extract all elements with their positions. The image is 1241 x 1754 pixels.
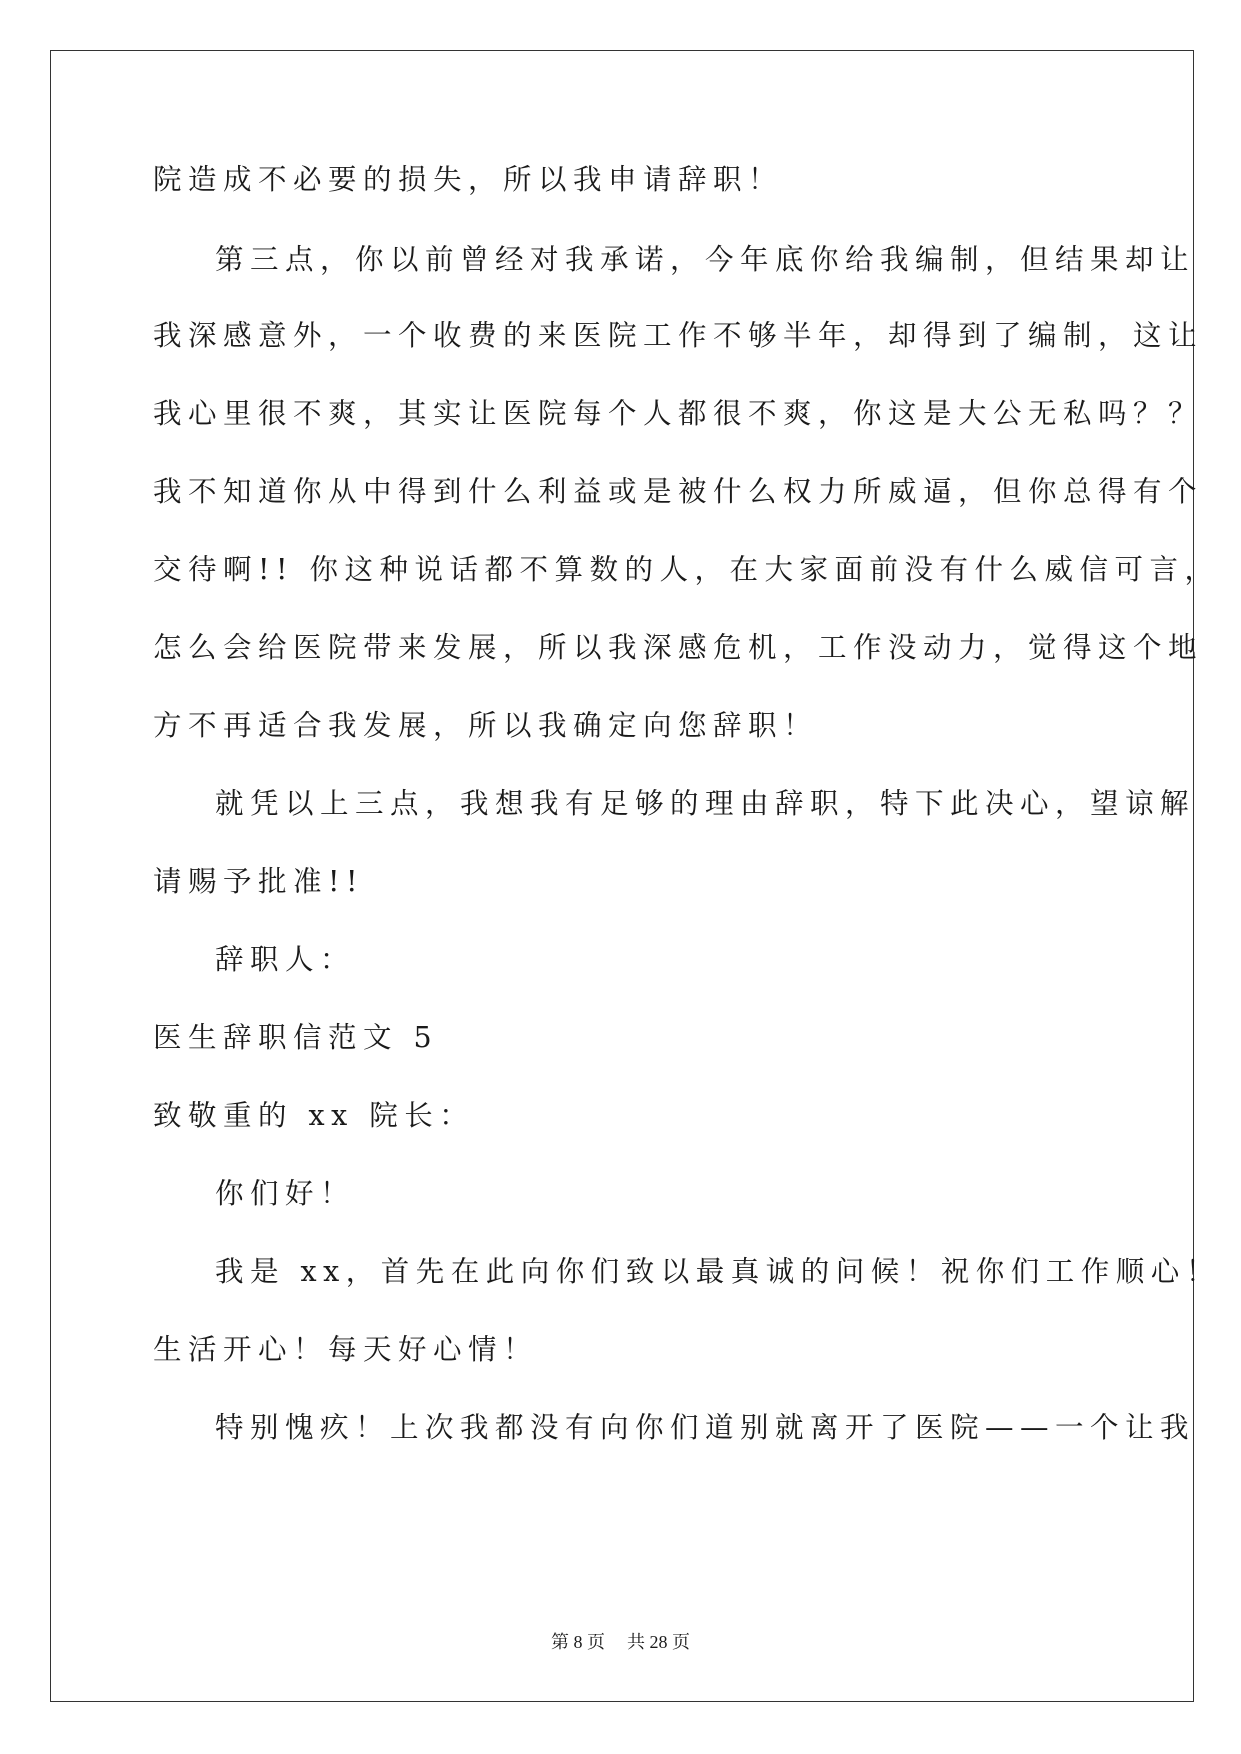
- text-line: 我深感意外，一个收费的来医院工作不够半年，却得到了编制，这让: [153, 319, 1204, 352]
- text-line: 我是 xx，首先在此向你们致以最真诚的问候！祝你们工作顺心！: [215, 1255, 1221, 1288]
- text-line: 我心里很不爽，其实让医院每个人都很不爽，你这是大公无私吗？？: [153, 397, 1204, 430]
- text-line: 怎么会给医院带来发展，所以我深感危机，工作没动力，觉得这个地: [153, 631, 1204, 664]
- text-line: 你们好！: [215, 1177, 356, 1210]
- page-number: 第 8 页: [551, 1632, 605, 1652]
- salutation: 致敬重的 xx 院长：: [153, 1099, 475, 1132]
- text-line: 交待啊!! 你这种说话都不算数的人，在大家面前没有什么威信可言，: [153, 553, 1220, 586]
- text-line: 特别愧疚！上次我都没有向你们道别就离开了医院——一个让我: [215, 1411, 1196, 1444]
- text-line: 方不再适合我发展，所以我确定向您辞职！: [153, 709, 819, 742]
- page-footer: [0, 1628, 1241, 1654]
- text-line: 请赐予批准!!: [153, 865, 364, 898]
- text-line: 第三点，你以前曾经对我承诺，今年底你给我编制，但结果却让: [215, 243, 1196, 276]
- text-line: 我不知道你从中得到什么利益或是被什么权力所威逼，但你总得有个: [153, 475, 1204, 508]
- page-total: 共 28 页: [627, 1632, 690, 1652]
- text-line: 院造成不必要的损失，所以我申请辞职！: [153, 163, 784, 196]
- section-heading: 医生辞职信范文 5: [153, 1021, 439, 1054]
- text-line: 就凭以上三点，我想我有足够的理由辞职，特下此决心，望谅解: [215, 787, 1196, 820]
- text-line: 生活开心！每天好心情！: [153, 1333, 539, 1366]
- text-line: 辞职人：: [215, 943, 356, 976]
